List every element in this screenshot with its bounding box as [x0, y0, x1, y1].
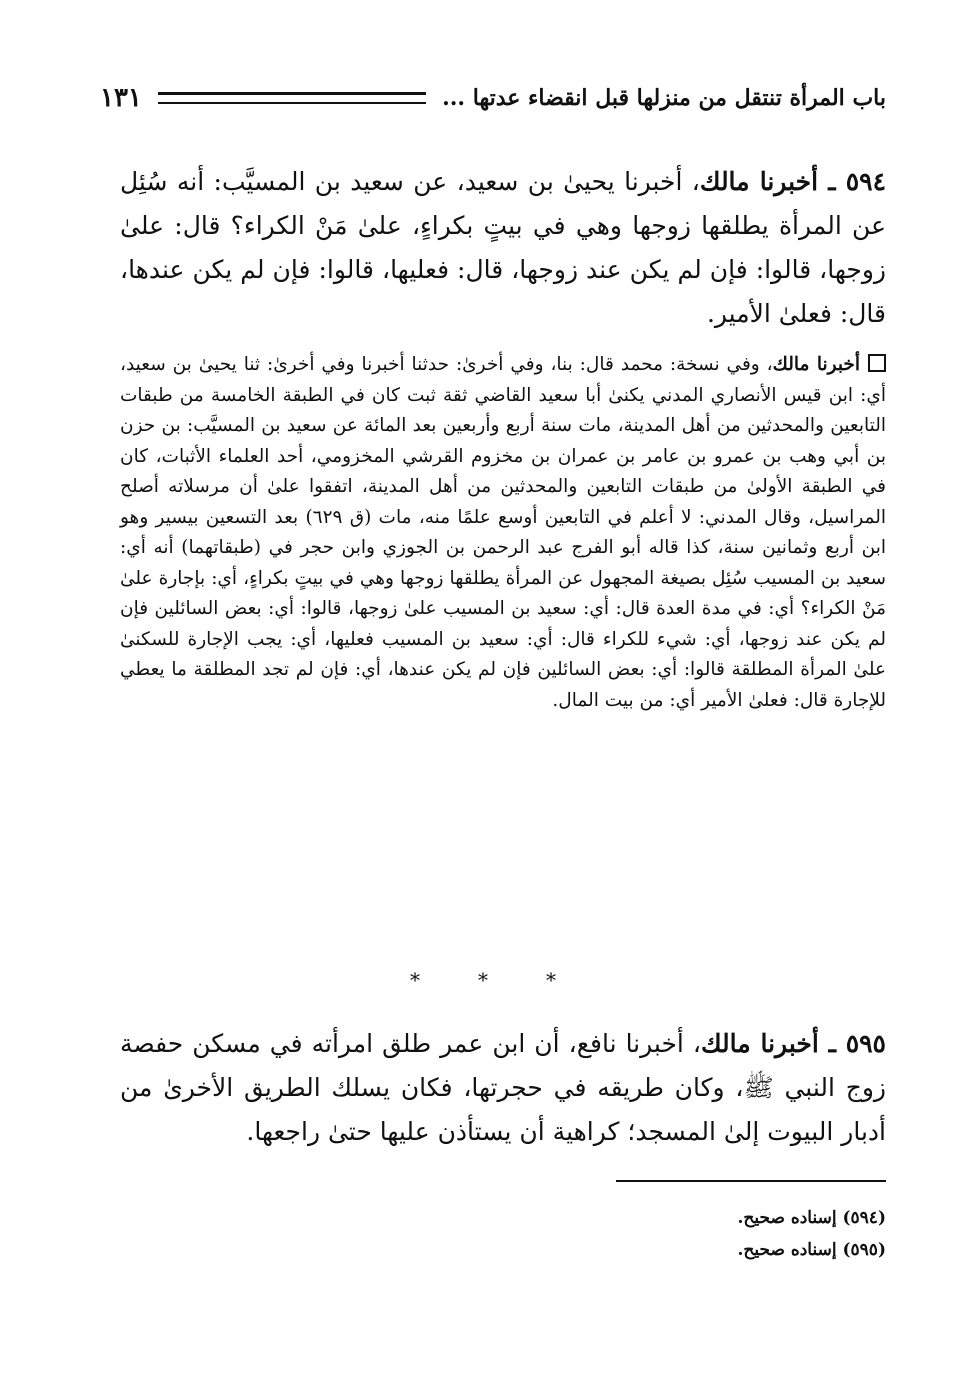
- hadith-595-text: ، أخبرنا نافع، أن ابن عمر طلق امرأته في مسكن حفصة زوج النبي ﷺ، وكان طريقه في حجرتها، فكان يسلك الطريق الأخرىٰ من أدبار البيوت إلىٰ المسجد؛ كراهية أن يستأذن عليها حتىٰ راجعها.: [120, 1029, 886, 1146]
- footnote-595: (٥٩٥) إسناده صحيح.: [737, 1240, 886, 1260]
- hadith-594-label: ٥٩٤ ـ أخبرنا مالك: [699, 167, 887, 196]
- commentary-594-label: أخبرنا مالك: [772, 354, 860, 375]
- separator-asterisk: *: [546, 968, 556, 992]
- separator-asterisk: *: [410, 968, 420, 992]
- commentary-594-text: ، وفي نسخة: محمد قال: بنا، وفي أخرىٰ: حدثنا أخبرنا وفي أخرىٰ: ثنا يحيىٰ بن سعيد، أي: ابن قيس الأنصاري المدني يكنىٰ أبا سعيد القاضي ثقة ثبت كان في الطبقة الخامسة من طبقات التابعين والمحدثين من أهل المدينة، مات سنة أربع وأربعين بعد المائة عن سعيد بن المسيَّب: بن حزن بن أبي وهب بن عمرو بن عامر بن عمران بن مخزوم القرشي المخزومي، أحد العلماء الأثبات، كان في الطبقة الأولىٰ من طبقات التابعين والمحدثين من أهل المدينة، اتفقوا علىٰ أن مرسلاته أصلح المراسيل، وقال المدني: لا أعلم في التابعين أوسع علمًا منه، مات (ق ٦٢٩) بعد التسعين بيسير وهو ابن أربع وثمانين سنة، كذا قاله أبو الفرج عبد الرحمن بن الجوزي وابن حجر في (طبقاتهما) أنه أي: سعيد بن المسيب سُئِل بصيغة المجهول عن المرأة يطلقها زوجها وهي في بيتٍ بكراءٍ، أي: بإجارة علىٰ مَنْ الكراء؟ أي: في مدة العدة قال: أي: سعيد بن المسيب علىٰ زوجها، قالوا: أي: بعض السائلين فإن لم يكن عند زوجها، أي: شيء للكراء قال: أي: سعيد بن المسيب فعليها، أي: يجب الإجارة للسكنىٰ علىٰ المرأة المطلقة قالوا: أي: بعض السائلين فإن لم يكن عندها، أي: فإن لم تجد المطلقة ما يعطي للإجارة قال: فعلىٰ الأمير أي: من بيت المال.: [120, 354, 887, 711]
- hadith-595-label: ٥٩٥ ـ أخبرنا مالك: [700, 1029, 886, 1058]
- page-header: [100, 78, 886, 118]
- hadith-595: [120, 1022, 886, 1154]
- commentary-594: [120, 350, 886, 716]
- page-number: ١٣١: [100, 83, 142, 113]
- separator-asterisk: *: [478, 968, 488, 992]
- header-rule: [158, 92, 426, 104]
- footnote-594: (٥٩٤) إسناده صحيح.: [737, 1208, 886, 1228]
- hadith-594: [120, 160, 886, 336]
- square-marker-icon: [868, 354, 886, 372]
- section-separator: [0, 968, 966, 998]
- footnote-rule: [616, 1180, 886, 1182]
- chapter-title: باب المرأة تنتقل من منزلها قبل انقضاء عدتها ...: [442, 85, 886, 111]
- hadith-594-text: ، أخبرنا يحيىٰ بن سعيد، عن سعيد بن المسيَّب: أنه سُئِل عن المرأة يطلقها زوجها وهي في بيتٍ بكراءٍ، علىٰ مَنْ الكراء؟ قال: علىٰ زوجها، قالوا: فإن لم يكن عند زوجها، قال: فعليها، قالوا: فإن لم يكن عندها، قال: فعلىٰ الأمير.: [120, 167, 886, 328]
